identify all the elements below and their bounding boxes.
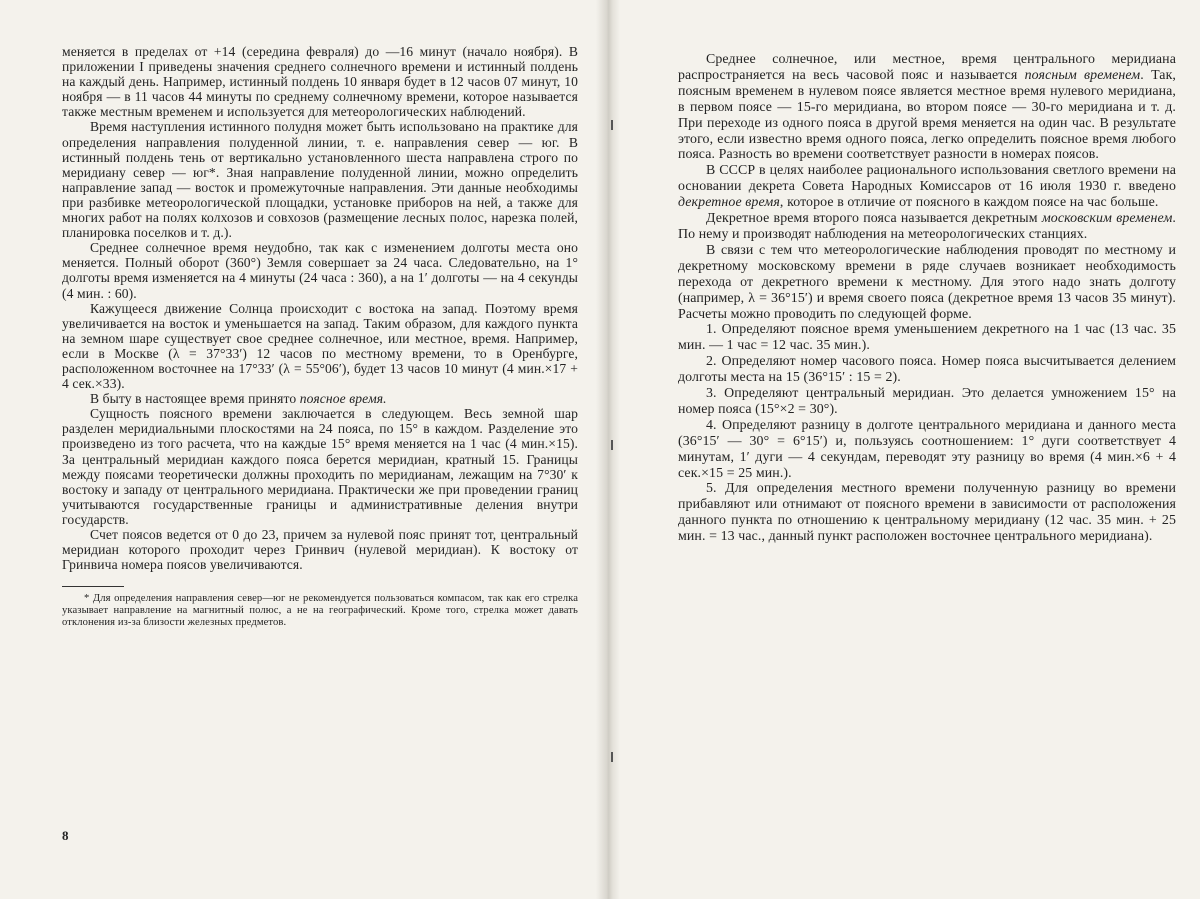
emphasis-moscow-time: московским временем [1042, 211, 1173, 226]
text-run: В СССР в целях наиболее рационального использования светлого времени на основании декрета Совета Народных Комиссаров от 16 июля 1930 г. введено [678, 163, 1176, 194]
binding-stitch [611, 440, 613, 450]
step-5: 5. Для определения местного времени полученную разницу во времени прибавляют или отнимают от поясного времени в зависимости от расположения данного пункта по отношению к центральному меридиану (12 час. 35 мин. + 25 мин. = 13 час., данный пункт расположен восточнее центрального меридиана). [678, 481, 1176, 545]
page-number: 8 [62, 828, 69, 844]
text-run: , которое в отличие от поясного в каждом поясе на час больше. [780, 195, 1159, 210]
book-gutter [596, 0, 620, 899]
text-run: Декретное время второго пояса называется декретным [706, 211, 1042, 226]
paragraph: Счет поясов ведется от 0 до 23, причем за нулевой пояс принят тот, центральный меридиан которого проходит через Гринвич (нулевой меридиан). К востоку от Гринвича номера поясов увеличиваются. [62, 527, 578, 572]
text-run: . Так, поясным временем в нулевом поясе является местное время нулевого меридиана, в первом поясе — 15-го меридиана, во втором поясе — 30-го меридиана и т. д. При переходе из одного пояса в другой время меняется на один час. В результате этого, если известно время одного пояса, легко определить поясное время любого пояса. Разность во времени соответствует разности в номерах поясов. [678, 68, 1176, 163]
text-run: . По нему и производят наблюдения на метеорологических станциях. [678, 211, 1176, 242]
emphasis-decree-time: декретное время [678, 195, 780, 210]
paragraph [678, 211, 1176, 243]
paragraph: меняется в пределах от +14 (середина февраля) до —16 минут (начало ноября). В приложении I приведены значения среднего солнечного времени и истинный полдень на каждый день. Например, истинный полдень 10 января будет в 12 часов 07 минут, 10 ноября — в 11 часов 44 минуты по среднему солнечному времени, которое называется также местным временем и используется для метеорологических наблюдений. [62, 44, 578, 119]
paragraph: Кажущееся движение Солнца происходит с востока на запад. Поэтому время увеличивается на восток и уменьшается на запад. Таким образом, для каждого пункта на земном шаре существует свое среднее солнечное, или местное, время. Например, если в Москве (λ = 37°33′) 12 часов по местному времени, то в Оренбурге, расположенном восточнее на 17°33′ (λ = 55°06′), будет 13 часов 10 минут (4 мин.×17 + 4 сек.×33). [62, 301, 578, 392]
footnote-divider [62, 586, 124, 587]
step-4: 4. Определяют разницу в долготе центрального меридиана и данного места (36°15′ — 30° = 6°15′) и, пользуясь соотношением: 1° дуги соответствует 4 минутам, 1′ дуги — 4 секундам, переводят эту разницу во время (4 мин.×6 + 4 сек.×15 = 25 мин.). [678, 418, 1176, 482]
paragraph [678, 52, 1176, 163]
binding-stitch [611, 120, 613, 130]
paragraph: В быту в настоящее время принято поясное время. [62, 391, 578, 406]
right-page [608, 0, 1200, 899]
paragraph: Среднее солнечное время неудобно, так как с изменением долготы места оно меняется. Полный оборот (360°) Земля совершает за 24 часа. Следовательно, на 1° долготы время изменяется на 4 минуты (24 часа : 360), а на 1′ долготы — на 4 секунды (4 мин. : 60). [62, 240, 578, 300]
footnote [62, 593, 578, 629]
step-1: 1. Определяют поясное время уменьшением декретного на 1 час (13 час. 35 мин. — 1 час = 12 час. 35 мин.). [678, 322, 1176, 354]
text-run: Среднее солнечное, или местное, время центрального меридиана распространяется на весь часовой пояс и называется [678, 52, 1176, 83]
left-page [0, 0, 608, 899]
paragraph: В связи с тем что метеорологические наблюдения проводят по местному и декретному московскому времени в ряде случаев возникает необходимость перехода от декретного времени к местному. Для этого надо знать долготу (например, λ = 36°15′) и время своего пояса (декретное время 13 часов 35 минут). Расчеты можно проводить по следующей форме. [678, 243, 1176, 323]
footnote-text: * Для определения направления север—юг не рекомендуется пользоваться компасом, так как его стрелка указывает направление на магнитный полюс, а не на географический. Кроме того, стрелка может давать отклонения из-за близости железных предметов. [62, 593, 578, 629]
paragraph: Время наступления истинного полудня может быть использовано на практике для определения направления полуденной линии, т. е. направления север — юг. В истинный полдень тень от вертикально установленного шеста направлена строго по меридиану север — юг*. Зная направление полуденной линии, можно определить направление запад — восток и промежуточные направления. Эти данные необходимы при разбивке метеорологической площадки, установке приборов на ней, а также для многих работ на полях колхозов и совхозов (размещение лесных полос, нарезка полей, планировка поселков и т. д.). [62, 119, 578, 240]
step-2: 2. Определяют номер часового пояса. Номер пояса высчитывается делением долготы места на 15 (36°15′ : 15 = 2). [678, 354, 1176, 386]
emphasis-zone-time-term: поясным временем [1025, 68, 1141, 83]
book-spread [0, 0, 1200, 899]
step-3: 3. Определяют центральный меридиан. Это делается умножением 15° на номер пояса (15°×2 = 30°). [678, 386, 1176, 418]
binding-stitch [611, 752, 613, 762]
emphasis-zone-time: поясное время. [300, 391, 387, 406]
paragraph [678, 163, 1176, 211]
paragraph: Сущность поясного времени заключается в следующем. Весь земной шар разделен меридиальными плоскостями на 24 пояса, по 15° в каждом. Разделение это произведено из того расчета, что на каждые 15° время меняется на 1 час (4 мин.×15). За центральный меридиан каждого пояса берется меридиан, кратный 15. Границы между поясами теоретически должны проходить по меридианам, лежащим на 7°30′ к востоку и западу от центрального меридиана. Практически же при проведении границ учитываются государственные границы и административные деления внутри государств. [62, 406, 578, 527]
